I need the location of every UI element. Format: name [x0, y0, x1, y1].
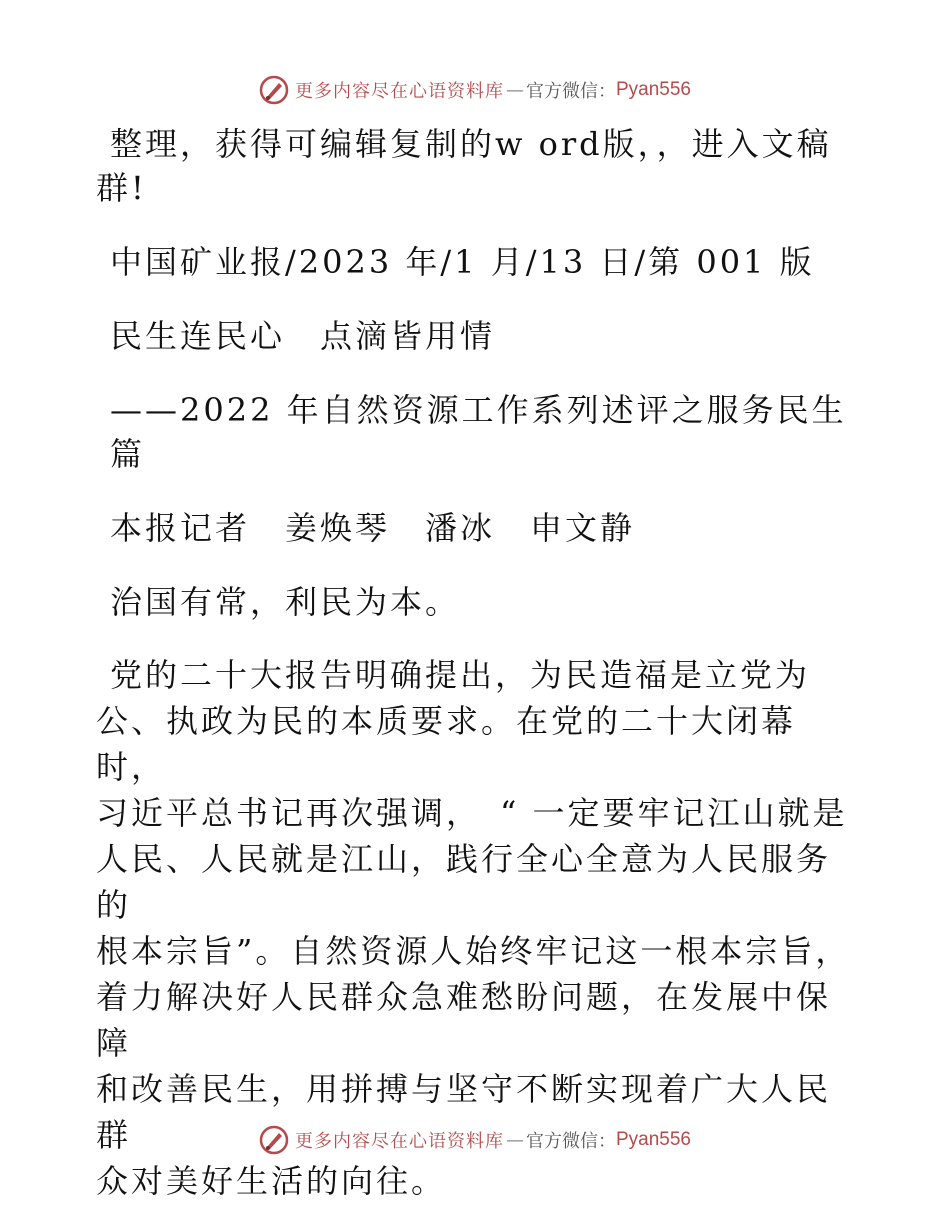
banner-site-text: 更多内容尽在心语资料库	[294, 81, 504, 102]
banner-site-text: 更多内容尽在心语资料库	[294, 1131, 504, 1152]
pen-seal-logo-icon	[259, 1125, 289, 1155]
banner-wechat-label: 官方微信：	[525, 81, 616, 102]
paragraph-line: 习近平总书记再次强调， “ 一定要牢记江山就是	[96, 794, 848, 832]
subheadline: ——2022 年自然资源工作系列述评之服务民生篇	[110, 391, 847, 473]
paragraph-line: 公、执政为民的本质要求。在党的二十大闭幕时，	[96, 702, 797, 786]
source-line: 中国矿业报/2023 年/1 月/13 日/第 001 版	[110, 243, 815, 281]
lead-sentence: 治国有常，利民为本。	[110, 583, 461, 621]
footer-banner	[0, 1120, 950, 1160]
byline: 本报记者 姜焕琴 潘冰 申文静	[110, 509, 636, 547]
headline: 民生连民心 点滴皆用情	[110, 317, 496, 355]
paragraph-line: 众对美好生活的向往。	[96, 1162, 447, 1200]
banner-wechat-id: Pyan556	[615, 1129, 691, 1150]
document-body	[96, 122, 856, 1204]
pen-seal-logo-icon	[259, 75, 289, 105]
banner-wechat-label: 官方微信：	[525, 1131, 616, 1152]
banner-separator: —	[505, 79, 524, 101]
banner-wechat-id: Pyan556	[615, 79, 691, 100]
paragraph-line: 和改善民生，用拼搏与坚守不断实现着广大人民群	[96, 1070, 832, 1154]
intro-line-2: 群!	[96, 169, 147, 207]
intro-line-1: 整理，获得可编辑复制的w ord版，，进入文稿	[110, 125, 832, 163]
paragraph-line: 党的二十大报告明确提出，为民造福是立党为	[110, 656, 811, 694]
paragraph-line: 根本宗旨”。自然资源人始终牢记这一根本宗旨，	[96, 932, 851, 970]
paragraph-line: 着力解决好人民群众急难愁盼问题，在发展中保障	[96, 978, 832, 1062]
header-banner	[0, 70, 950, 110]
banner-separator: —	[505, 1129, 524, 1151]
paragraph-line: 人民、人民就是江山，践行全心全意为人民服务的	[96, 840, 832, 924]
